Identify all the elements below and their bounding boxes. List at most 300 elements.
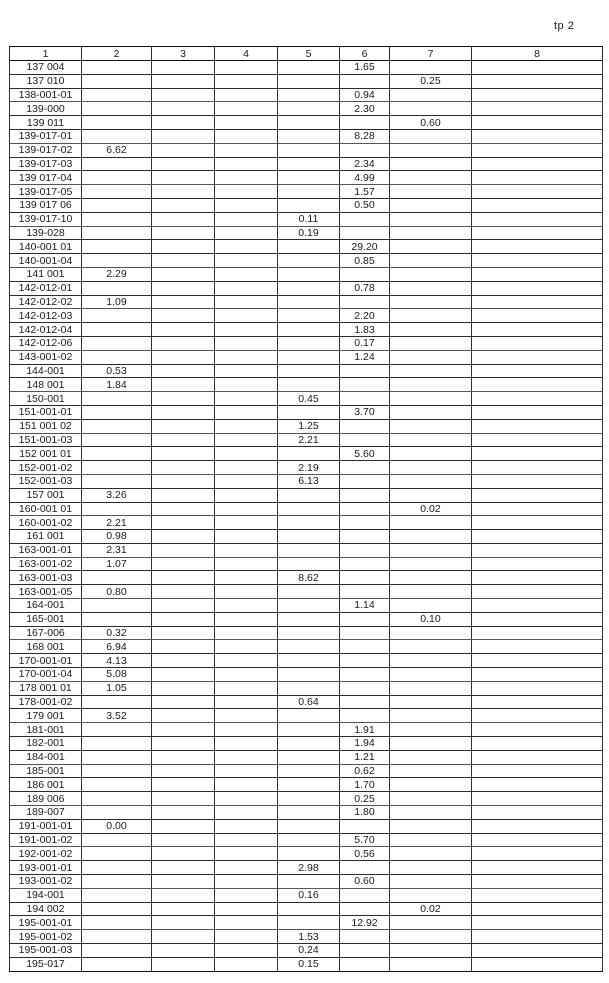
value-cell [215,902,278,916]
value-cell [215,61,278,75]
value-cell: 3.70 [340,405,390,419]
value-cell [390,681,472,695]
value-cell [152,819,215,833]
row-code-cell: 152-001-02 [10,461,82,475]
row-code-cell: 139 017 06 [10,198,82,212]
value-cell [152,944,215,958]
value-cell [390,295,472,309]
value-cell [390,833,472,847]
value-cell [340,585,390,599]
value-cell [390,419,472,433]
table-row [10,640,603,654]
value-cell [472,585,603,599]
table-row [10,185,603,199]
value-cell [472,764,603,778]
row-code-cell: 178-001-02 [10,695,82,709]
value-cell [340,488,390,502]
value-cell: 0.25 [390,74,472,88]
value-cell [472,612,603,626]
value-cell [390,626,472,640]
value-cell [472,309,603,323]
table-row [10,254,603,268]
value-cell [390,640,472,654]
value-cell [390,957,472,971]
value-cell [390,267,472,281]
value-cell: 6.94 [82,640,152,654]
value-cell [215,226,278,240]
value-cell [472,129,603,143]
value-cell [390,530,472,544]
value-cell [152,847,215,861]
value-cell [152,571,215,585]
table-row [10,350,603,364]
value-cell [215,143,278,157]
value-cell [472,74,603,88]
value-cell [278,61,340,75]
value-cell: 12.92 [340,916,390,930]
value-cell [340,819,390,833]
table-row [10,930,603,944]
header-row [10,47,603,61]
value-cell [278,737,340,751]
value-cell: 1.70 [340,778,390,792]
value-cell [152,281,215,295]
value-cell [472,461,603,475]
value-cell [390,143,472,157]
table-row [10,626,603,640]
value-cell [340,626,390,640]
value-cell [390,323,472,337]
value-cell [390,806,472,820]
value-cell [390,516,472,530]
value-cell [340,516,390,530]
value-cell: 0.17 [340,336,390,350]
row-code-cell: 182-001 [10,737,82,751]
value-cell [152,433,215,447]
value-cell [152,502,215,516]
value-cell: 5.70 [340,833,390,847]
value-cell [215,419,278,433]
value-cell: 0.94 [340,88,390,102]
table-row [10,668,603,682]
row-code-cell: 139-017-01 [10,129,82,143]
value-cell [82,254,152,268]
value-cell [472,378,603,392]
value-cell: 8.62 [278,571,340,585]
row-code-cell: 139 017-04 [10,171,82,185]
value-cell [390,474,472,488]
row-code-cell: 161 001 [10,530,82,544]
value-cell [82,433,152,447]
value-cell [215,378,278,392]
row-code-cell: 193-001-01 [10,861,82,875]
value-cell [472,267,603,281]
value-cell [215,709,278,723]
row-code-cell: 184-001 [10,750,82,764]
row-code-cell: 151 001 02 [10,419,82,433]
row-code-cell: 191-001-02 [10,833,82,847]
value-cell [215,806,278,820]
table-row [10,695,603,709]
value-cell [390,226,472,240]
value-cell [82,778,152,792]
value-cell [390,461,472,475]
value-cell [278,309,340,323]
value-cell: 0.02 [390,902,472,916]
table-row [10,737,603,751]
value-cell [472,833,603,847]
value-cell [472,143,603,157]
value-cell [152,516,215,530]
value-cell [82,792,152,806]
value-cell [278,254,340,268]
value-cell: 2.98 [278,861,340,875]
row-code-cell: 138-001-01 [10,88,82,102]
value-cell [82,944,152,958]
value-cell [390,571,472,585]
value-cell [472,792,603,806]
value-cell [472,392,603,406]
value-cell [390,336,472,350]
value-cell [215,502,278,516]
value-cell: 6.62 [82,143,152,157]
value-cell: 0.85 [340,254,390,268]
value-cell: 0.02 [390,502,472,516]
value-cell [82,405,152,419]
value-cell [390,447,472,461]
value-cell [472,419,603,433]
value-cell [340,861,390,875]
value-cell [152,392,215,406]
table-row [10,240,603,254]
value-cell [390,930,472,944]
value-cell [152,129,215,143]
value-cell [215,764,278,778]
value-cell: 2.34 [340,157,390,171]
value-cell [215,957,278,971]
value-cell [152,447,215,461]
row-code-cell: 163-001-05 [10,585,82,599]
value-cell [390,737,472,751]
value-cell [278,295,340,309]
table-row [10,888,603,902]
value-cell [152,806,215,820]
table-row [10,681,603,695]
value-cell [215,681,278,695]
column-header: 7 [390,47,472,61]
value-cell [278,350,340,364]
value-cell [215,723,278,737]
value-cell [82,336,152,350]
value-cell [215,254,278,268]
value-cell [390,654,472,668]
table-row [10,74,603,88]
value-cell: 0.25 [340,792,390,806]
value-cell: 1.05 [82,681,152,695]
value-cell [215,323,278,337]
value-cell [82,875,152,889]
value-cell [278,502,340,516]
row-code-cell: 189-007 [10,806,82,820]
value-cell [278,709,340,723]
value-cell [340,543,390,557]
value-cell [278,833,340,847]
value-cell [390,557,472,571]
value-cell [390,599,472,613]
table-row [10,364,603,378]
value-cell [152,557,215,571]
value-cell [340,944,390,958]
value-cell [340,74,390,88]
value-cell [152,171,215,185]
table-row [10,447,603,461]
value-cell [472,226,603,240]
table-row [10,778,603,792]
value-cell [82,323,152,337]
value-cell [82,847,152,861]
value-cell [152,764,215,778]
value-cell [390,129,472,143]
value-cell [82,240,152,254]
value-cell [390,723,472,737]
value-cell: 0.80 [82,585,152,599]
value-cell [82,737,152,751]
value-cell [152,116,215,130]
value-cell [278,792,340,806]
value-cell [152,198,215,212]
value-cell [278,778,340,792]
value-cell [340,474,390,488]
value-cell [390,778,472,792]
value-cell [152,709,215,723]
row-code-cell: 148 001 [10,378,82,392]
value-cell [472,847,603,861]
value-cell [340,557,390,571]
value-cell [472,433,603,447]
data-table [9,46,603,972]
value-cell [82,212,152,226]
value-cell [152,309,215,323]
table-row [10,405,603,419]
value-cell [215,157,278,171]
value-cell [390,212,472,226]
value-cell [340,530,390,544]
value-cell [82,447,152,461]
value-cell [340,143,390,157]
value-cell [215,819,278,833]
value-cell [215,668,278,682]
table-row [10,309,603,323]
value-cell [340,640,390,654]
column-header: 6 [340,47,390,61]
value-cell [278,281,340,295]
value-cell [278,488,340,502]
value-cell [82,723,152,737]
value-cell [340,654,390,668]
row-code-cell: 179 001 [10,709,82,723]
value-cell [278,543,340,557]
page-label: tp 2 [554,20,575,32]
value-cell: 2.30 [340,102,390,116]
value-cell [278,847,340,861]
value-cell [152,530,215,544]
value-cell [152,543,215,557]
value-cell [278,819,340,833]
value-cell [152,157,215,171]
value-cell [472,681,603,695]
value-cell [340,364,390,378]
value-cell [215,599,278,613]
value-cell [340,888,390,902]
value-cell: 2.21 [278,433,340,447]
value-cell [82,861,152,875]
value-cell: 0.64 [278,695,340,709]
value-cell [390,240,472,254]
value-cell [152,240,215,254]
table-row [10,585,603,599]
row-code-cell: 151-001-03 [10,433,82,447]
value-cell [472,543,603,557]
value-cell: 0.53 [82,364,152,378]
value-cell [82,571,152,585]
value-cell [472,281,603,295]
value-cell [278,530,340,544]
table-row [10,61,603,75]
value-cell [278,585,340,599]
row-code-cell: 178 001 01 [10,681,82,695]
value-cell [82,916,152,930]
value-cell [215,695,278,709]
value-cell [152,61,215,75]
value-cell [152,364,215,378]
value-cell [472,957,603,971]
value-cell [82,612,152,626]
value-cell [390,254,472,268]
value-cell [472,516,603,530]
table-row [10,792,603,806]
row-code-cell: 152-001-03 [10,474,82,488]
value-cell [340,571,390,585]
value-cell: 29.20 [340,240,390,254]
value-cell [390,102,472,116]
table-row [10,847,603,861]
value-cell [82,171,152,185]
row-code-cell: 195-001-02 [10,930,82,944]
row-code-cell: 163-001-02 [10,557,82,571]
value-cell [472,364,603,378]
value-cell: 2.21 [82,516,152,530]
value-cell [215,461,278,475]
value-cell [215,185,278,199]
value-cell [215,102,278,116]
value-cell [472,447,603,461]
value-cell [278,323,340,337]
value-cell [82,61,152,75]
value-cell [472,557,603,571]
value-cell: 1.53 [278,930,340,944]
value-cell [82,833,152,847]
value-cell [278,116,340,130]
value-cell [472,888,603,902]
value-cell [472,654,603,668]
row-code-cell: 151-001-01 [10,405,82,419]
value-cell [340,295,390,309]
value-cell [340,461,390,475]
value-cell [215,74,278,88]
value-cell [152,585,215,599]
value-cell [278,599,340,613]
value-cell [82,281,152,295]
value-cell [472,88,603,102]
value-cell [472,944,603,958]
value-cell [215,778,278,792]
value-cell [215,626,278,640]
value-cell: 1.91 [340,723,390,737]
value-cell [82,419,152,433]
value-cell [215,640,278,654]
value-cell [390,281,472,295]
value-cell [278,654,340,668]
value-cell [152,405,215,419]
table-row [10,88,603,102]
row-code-cell: 142-012-02 [10,295,82,309]
value-cell [472,902,603,916]
value-cell [215,875,278,889]
value-cell [390,185,472,199]
value-cell [215,116,278,130]
value-cell [340,695,390,709]
value-cell [152,474,215,488]
row-code-cell: 142-012-01 [10,281,82,295]
value-cell [152,599,215,613]
row-code-cell: 192-001-02 [10,847,82,861]
value-cell [82,461,152,475]
table-row [10,819,603,833]
table-row [10,516,603,530]
table-row [10,654,603,668]
value-cell: 0.78 [340,281,390,295]
value-cell [390,405,472,419]
table-row [10,281,603,295]
table-row [10,571,603,585]
value-cell [390,364,472,378]
value-cell: 1.09 [82,295,152,309]
value-cell [278,806,340,820]
value-cell [390,433,472,447]
value-cell [152,267,215,281]
table-row [10,543,603,557]
value-cell: 4.13 [82,654,152,668]
value-cell: 5.60 [340,447,390,461]
value-cell [472,116,603,130]
value-cell [472,185,603,199]
value-cell [278,668,340,682]
row-code-cell: 163-001-01 [10,543,82,557]
value-cell [215,737,278,751]
row-code-cell: 170-001-01 [10,654,82,668]
value-cell [472,640,603,654]
value-cell [278,447,340,461]
value-cell [390,198,472,212]
value-cell [215,281,278,295]
value-cell [390,847,472,861]
row-code-cell: 139 011 [10,116,82,130]
value-cell [215,516,278,530]
row-code-cell: 193-001-02 [10,875,82,889]
table-row [10,861,603,875]
value-cell [390,709,472,723]
value-cell [152,336,215,350]
